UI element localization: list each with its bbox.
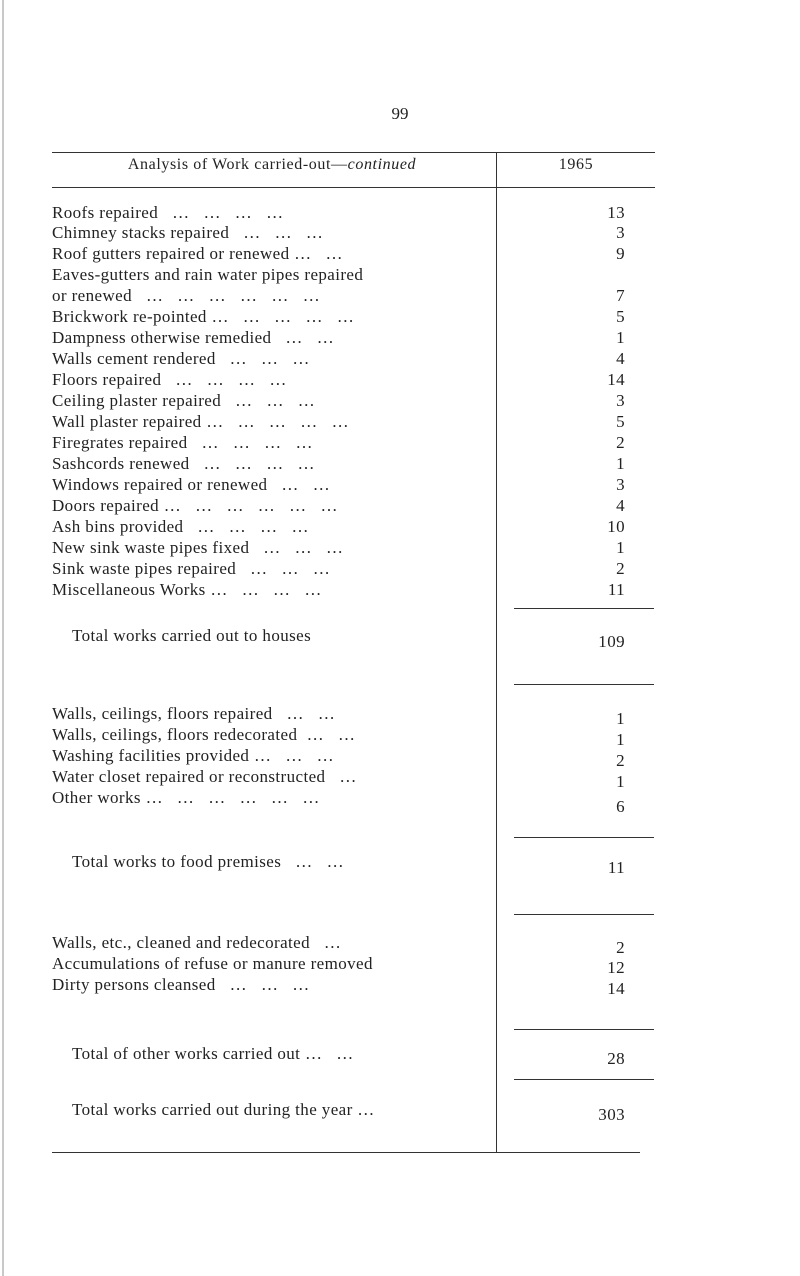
total-row-other: Total of other works carried out … … 28	[72, 1044, 625, 1068]
table-bottom-rule	[52, 1152, 640, 1153]
table-row: Roofs repaired … … … … 13	[52, 203, 625, 222]
row-value: 9	[616, 244, 625, 263]
column-header-year: 1965	[558, 156, 594, 173]
table-row: Walls cement rendered … … … 4	[52, 349, 625, 368]
table-row: Chimney stacks repaired … … … 3	[52, 223, 625, 242]
row-value: 14	[607, 370, 625, 389]
row-value: 14	[607, 979, 625, 998]
subtotal-rule	[514, 837, 654, 838]
row-value: 1	[616, 730, 625, 749]
table-row: Doors repaired … … … … … … 4	[52, 496, 625, 515]
row-value: 3	[616, 223, 625, 242]
row-value: 12	[607, 958, 625, 977]
table-row: Sink waste pipes repaired … … … 2	[52, 559, 625, 578]
total-row-food: Total works to food premises … … 11	[72, 852, 625, 877]
column-header-analysis: Analysis of Work carried-out—continued	[127, 156, 417, 173]
table-row: Windows repaired or renewed … … 3	[52, 475, 625, 494]
subtotal-rule	[514, 1079, 654, 1080]
table-top-rule	[52, 152, 655, 153]
row-value: 7	[616, 286, 625, 305]
row-value: 5	[616, 412, 625, 431]
table-row: Ash bins provided … … … … 10	[52, 517, 625, 536]
table-row: Other works … … … … … … 6	[52, 788, 625, 816]
table-row: Walls, etc., cleaned and redecorated … 2	[52, 933, 625, 957]
row-value: 4	[616, 496, 625, 515]
row-value: 11	[607, 580, 625, 599]
table-row: Firegrates repaired … … … … 2	[52, 433, 625, 452]
row-value: 2	[616, 433, 625, 452]
row-value: 1	[616, 328, 625, 347]
subtotal-rule	[514, 914, 654, 915]
table-row: Dampness otherwise remedied … … 1	[52, 328, 625, 347]
table-row: Walls, ceilings, floors redecorated … … 1	[52, 725, 625, 749]
row-value: 2	[616, 751, 625, 770]
page-number: 99	[391, 104, 409, 123]
row-value: 2	[616, 559, 625, 578]
table-row: Eaves-gutters and rain water pipes repaired	[52, 265, 364, 284]
row-value: 1	[616, 454, 625, 473]
table-row: Water closet repaired or reconstructed … 1	[52, 767, 625, 791]
total-value: 109	[598, 632, 625, 651]
row-value: 4	[616, 349, 625, 368]
header-rule	[52, 187, 655, 188]
table-row: Washing facilities provided … … … 2	[52, 746, 625, 770]
row-value: 3	[616, 475, 625, 494]
row-value: 5	[616, 307, 625, 326]
table-row: Floors repaired … … … … 14	[52, 370, 625, 389]
total-row-houses: Total works carried out to houses 109	[72, 626, 625, 651]
table-row: Wall plaster repaired … … … … … 5	[52, 412, 625, 431]
table-row: Ceiling plaster repaired … … … 3	[52, 391, 625, 410]
row-value: 2	[616, 938, 625, 957]
subtotal-rule	[514, 608, 654, 609]
table-row: Walls, ceilings, floors repaired … … 1	[52, 704, 625, 728]
row-value: 1	[616, 709, 625, 728]
row-value: 1	[616, 772, 625, 791]
table-row: Sashcords renewed … … … … 1	[52, 454, 625, 473]
row-value: 13	[607, 203, 625, 222]
table-row: Miscellaneous Works … … … … 11	[52, 580, 625, 599]
total-value: 28	[607, 1049, 625, 1068]
row-value: 3	[616, 391, 625, 410]
total-value: 11	[607, 858, 625, 877]
table-row: or renewed … … … … … … 7	[52, 286, 625, 305]
table-row: Accumulations of refuse or manure removed 12	[52, 954, 625, 977]
subtotal-rule	[514, 684, 654, 685]
table-row: Dirty persons cleansed … … … 14	[52, 975, 625, 998]
table-row: New sink waste pipes fixed … … … 1	[52, 538, 625, 557]
subtotal-rule	[514, 1029, 654, 1030]
table-row: Roof gutters repaired or renewed … … 9	[52, 244, 625, 263]
row-value: 10	[607, 517, 625, 536]
row-value: 1	[616, 538, 625, 557]
grand-total-row: Total works carried out during the year … 303	[72, 1100, 625, 1124]
table-row: Brickwork re-pointed … … … … … 5	[52, 307, 625, 326]
grand-total-value: 303	[598, 1105, 625, 1124]
row-value: 6	[616, 797, 625, 816]
